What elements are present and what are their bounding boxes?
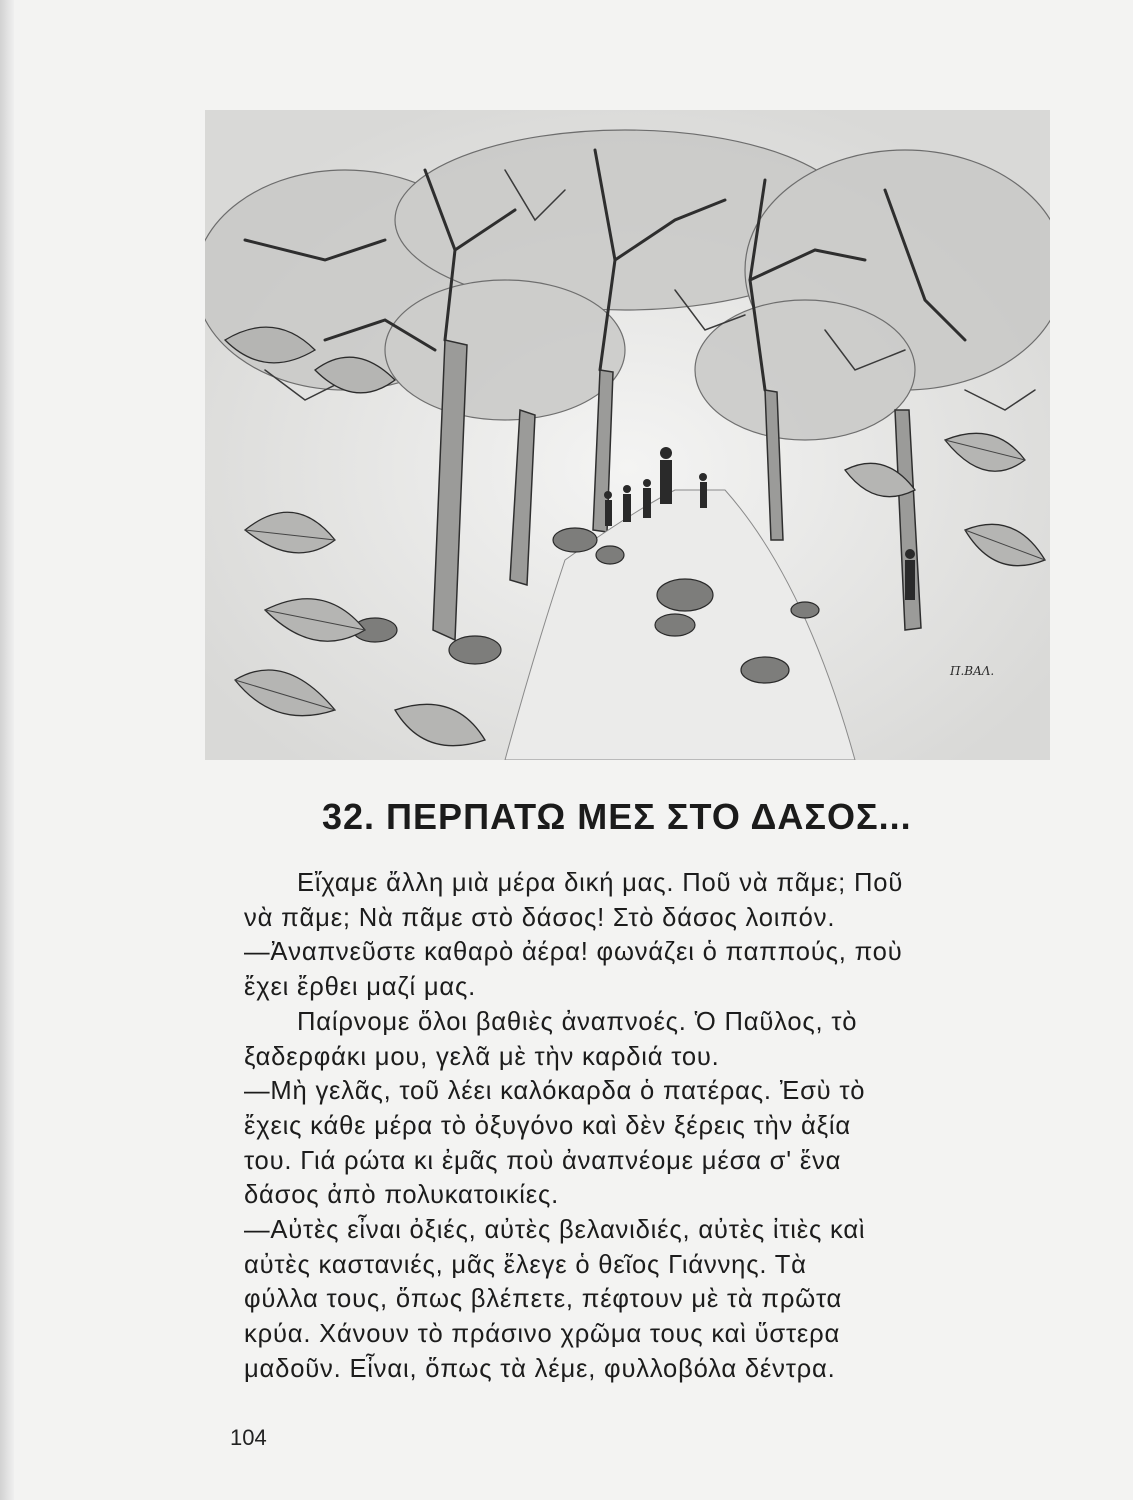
text-line: ἔχει ἔρθει μαζί μας. — [244, 973, 477, 1002]
text-line: ξαδερφάκι μου, γελᾶ μὲ τὴν καρδιά του. — [244, 1042, 720, 1071]
text-line: —Αὐτὲς εἶναι ὀξιές, αὐτὲς βελανιδιές, αὐτὲς ἰτιὲς καὶ — [244, 1216, 866, 1245]
text-line: μαδοῦν. Εἶναι, ὅπως τὰ λέμε, φυλλοβόλα δέντρα. — [244, 1354, 836, 1383]
text-line: του. Γιά ρώτα κι ἐμᾶς ποὺ ἀναπνέομε μέσα σ' ἕνα — [244, 1146, 842, 1175]
forest-drawing — [205, 110, 1050, 760]
forest-illustration — [205, 110, 1050, 760]
text-line: δάσος ἀπὸ πολυκατοικίες. — [244, 1181, 560, 1210]
text-line: φύλλα τους, ὅπως βλέπετε, πέφτουν μὲ τὰ πρῶτα — [244, 1285, 843, 1314]
artist-signature: Π.ΒΑΛ. — [950, 664, 995, 678]
text-line: αὐτὲς καστανιές, μᾶς ἔλεγε ὁ θεῖος Γιάννης. Τὰ — [244, 1250, 807, 1279]
text-line: Παίρνομε ὅλοι βαθιὲς ἀναπνοές. Ὁ Παῦλος, τὸ — [297, 1007, 858, 1036]
text-line: ἔχεις κάθε μέρα τὸ ὀξυγόνο καὶ δὲν ξέρεις τὴν ἀξία — [244, 1111, 851, 1140]
story-text — [244, 866, 1034, 1387]
text-line: —Μὴ γελᾶς, τοῦ λέει καλόκαρδα ὁ πατέρας. Ἐσὺ τὸ — [244, 1077, 866, 1106]
chapter-title: 32. ΠΕΡΠΑΤΩ ΜΕΣ ΣΤΟ ΔΑΣΟΣ... — [322, 796, 912, 838]
text-line: —Ἀναπνεῦστε καθαρὸ ἀέρα! φωνάζει ὁ παππούς, ποὺ — [244, 938, 903, 967]
text-line: κρύα. Χάνουν τὸ πράσινο χρῶμα τους καὶ ὕστερα — [244, 1320, 841, 1349]
page-binding-edge — [0, 0, 14, 1500]
text-line: Εἴχαμε ἄλλη μιὰ μέρα δική μας. Ποῦ νὰ πᾶμε; Ποῦ — [297, 869, 904, 897]
text-line: νὰ πᾶμε; Νὰ πᾶμε στὸ δάσος! Στὸ δάσος λοιπόν. — [244, 903, 836, 932]
page-number: 104 — [230, 1425, 267, 1450]
